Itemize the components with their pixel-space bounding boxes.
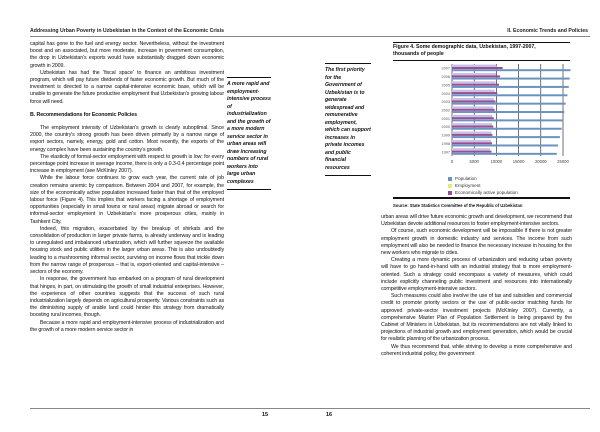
svg-text:0: 0 [450,159,454,164]
left-page-body [30,41,224,334]
legend-swatch-icon [448,191,452,195]
paragraph: We thus recommend that, while striving to develop a more comprehensive and coherent industrial policy, the government [381,343,572,357]
figure-bottom-rule [393,197,570,199]
chart-svg [425,62,585,172]
right-page-body [381,214,572,358]
svg-text:2002: 2002 [441,108,450,113]
svg-text:20000: 20000 [534,159,547,164]
svg-text:1998: 1998 [441,141,450,146]
svg-text:10000: 10000 [490,159,503,164]
figure-top-rule [393,42,570,43]
pull-quote-left [227,74,271,193]
svg-text:2004: 2004 [441,91,450,96]
page-number-right: 16 [326,412,333,418]
paragraph: The employment intensity of Uzbekistan's growth is clearly suboptimal. Since 2000, the country's strong growth has been driven primarily by a narrow range of export sectors, namely, energy, gold and cotton. Most recently, the exports of the energy complex have been sustaining the country's growth. [30,125,224,153]
legend-item-employment [448,182,518,189]
svg-text:2000: 2000 [441,125,450,130]
pull-quote-right [325,60,371,179]
pull-quote-rule [227,189,271,190]
pull-quote-rule [227,77,271,78]
bar-chart [425,62,585,172]
paragraph: Uzbekistan has had the 'fiscal space' to finance an ambitious investment program, which will pay future dividends of faster economic growth. But much of the investment is directed to a narrow capital-intensive economic base, which will be unable to generate the future productive employment that Uzbekistan's growing labour force will need. [30,69,224,105]
chart-legend [448,175,518,196]
legend-label: Employment [455,183,481,188]
svg-text:1997: 1997 [441,150,450,155]
svg-text:2006: 2006 [441,75,450,80]
paragraph: Because a more rapid and employment-intensive process of industrialization and the growth of a more modern service sector in [30,319,224,333]
paragraph: capital has gone to the fuel and energy sector. Nevertheless, without the investment boost and an associated, but more moderate, increase in government consumption, the drop in Uzbekistan's exports would have substantially dragged down economic growth in 2009. [30,41,224,69]
paragraph: The elasticity of formal-sector employment with respect to growth is low: for every percentage point increase in average income, there is only a 0.3-0.4 percentage point increase in employment (see McKinley 2007). [30,153,224,175]
legend-item-econ-active [448,189,518,196]
figure-title: Figure 4. Some demographic data, Uzbekistan, 1997-2007, thousands of people [393,44,536,57]
footer-rule [30,408,590,409]
svg-text:2005: 2005 [441,83,450,88]
svg-text:2001: 2001 [441,116,450,121]
legend-swatch-icon [448,184,452,188]
paragraph: Indeed, this migration, exacerbated by the breakup of shirkats and the consolidation of production in larger private farms, is already underway and is leading to unregulated and imbalanced urbanization, which will further squeeze the available housing stock and public utilities in the larger urban areas. This is also undoubtedly leading to a mushrooming informal sector, surviving on income flows that trickle down from the narrow range of prosperous – that is, export-oriented and capital-intensive – sectors of the economy. [30,225,224,276]
pull-quote-text: The first priority for the Government of Uzbekistan is to generate widespread and remunerative employment, which can support increases in private incomes and public financial resources [325,67,371,171]
paragraph: Of course, such economic development will be impossible if there is not greater employment growth in domestic industry and services. The income from such employment will also be needed to finance the necessary increase in housing for the new workers who migrate to cities. [381,228,572,257]
section-heading: B. Recommendations for Economic Policies [30,111,137,118]
legend-item-population [448,175,518,182]
svg-text:15000: 15000 [512,159,525,164]
legend-label: Population [455,176,477,181]
figure-source: Source: State Statistics Committee of the Republic of Uzbekistan [393,203,523,208]
paragraph: In response, the government has embarked on a program of rural development that hinges, in part, on stimulating the growth of small industrial enterprises. However, the experience of other countries suggests that the success of such rural industrialization largely depends on agricultural prosperity. Various constraints such as the diminishing supply of arable land could hinder this strategy from dramatically boosting rural incomes, though. [30,276,224,319]
running-header-left: Addressing Urban Poverty in Uzbekistan in the Context of the Economic Crisis [30,28,224,34]
paragraph: Creating a more dynamic process of urbanization and reducing urban poverty will have to go hand-in-hand with an industrial strategy that is more employment-oriented. Such a strategy could encompass a variety of measures, which could include explicitly channeling public investment and resources into internationally competitive employment-intensive sectors. [381,257,572,293]
page-number-left: 15 [262,412,269,418]
header-rule [30,36,590,37]
paragraph: While the labour force continues to grow each year, the current rate of job creation remains anemic by comparison. Between 2004 and 2007, for example, the size of the economically active population increased faster than that of the employed labour force (Figure 4). This implies that workers facing a shortage of employment opportunities (especially in small towns or rural areas) migrate abroad or search for informal-sector employment in Uzbekistan's more prosperous cities, mainly in Tashkent City. [30,175,224,225]
svg-text:1999: 1999 [441,133,450,138]
pull-quote-rule [325,175,371,176]
svg-text:2003: 2003 [441,100,450,105]
pull-quote-rule [325,63,371,64]
paragraph: urban areas will drive future economic growth and development, we recommend that Uzbekistan devote additional resources to foster employment-intensive sectors. [381,214,572,228]
legend-label: Economically active population [455,190,518,195]
pull-quote-text: A more rapid and employment-intensive process of industrialization and the growth of a more modern service sector in urban areas will draw increasing numbers of rural workers into large urban complexes [227,81,271,185]
svg-text:2007: 2007 [441,66,450,71]
legend-swatch-icon [448,177,452,181]
paragraph: Such measures could also involve the use of tax and subsidies and commercial credit to promote priority sectors or the use of public-sector matching funds for approved private-sector investment projects (McKinley 2007). Currently, a comprehensive Master Plan of Population Settlement is being prepared by the Cabinet of Ministers in Uzbekistan, but its recommendations are not vitally linked to projections of industrial growth and employment generation, which would be crucial for realistic planning of the urbanization process. [381,293,572,343]
running-header-right: II. Economic Trends and Policies [507,28,588,34]
svg-text:5000: 5000 [469,159,479,164]
svg-text:25000: 25000 [557,159,569,164]
figure-title-rule [393,60,570,61]
